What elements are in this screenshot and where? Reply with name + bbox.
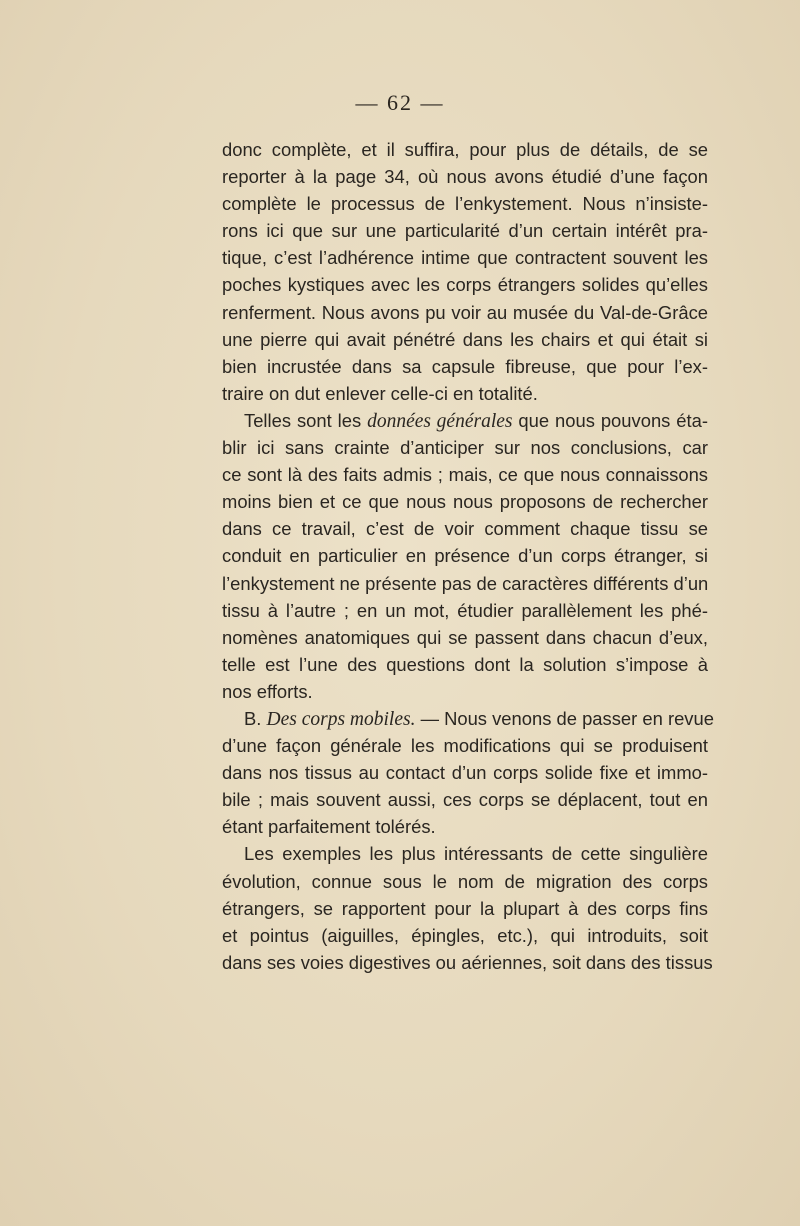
text-line <box>222 488 708 515</box>
text-segment: Telles sont les <box>244 409 368 431</box>
text-segment: blir ici sans crainte d’anticiper sur nos conclusions, car <box>222 437 708 459</box>
text-segment: B. <box>244 707 267 729</box>
text-segment: poches kystiques avec les corps étrangers solides qu’elles <box>222 274 708 296</box>
text-segment: dans ses voies digestives ou aériennes, soit dans des tissus <box>222 951 713 973</box>
text-segment: nomènes anatomiques qui se passent dans chacun d’eux, <box>222 626 708 648</box>
page-number: — 62 — <box>355 90 445 115</box>
text-line <box>222 542 708 569</box>
text-segment: telle est l’une des questions dont la solution s’impose à <box>222 653 708 675</box>
text-segment: Les exemples les plus intéressants de cette singulière <box>244 843 708 865</box>
text-segment: dans nos tissus au contact d’un corps solide fixe et immo- <box>222 762 708 784</box>
text-segment: ce sont là des faits admis ; mais, ce que nous connaissons <box>222 464 708 486</box>
body-text <box>222 136 714 976</box>
text-segment: l’enkystement ne présente pas de caractères différents d’un <box>222 572 709 594</box>
text-line <box>222 407 708 434</box>
text-segment: conduit en particulier en présence d’un corps étranger, si <box>222 545 708 567</box>
text-line <box>222 895 708 922</box>
text-segment: moins bien et ce que nous nous proposons de rechercher <box>222 491 708 513</box>
text-line <box>222 163 708 190</box>
text-line <box>222 217 708 244</box>
text-line <box>222 840 708 867</box>
text-segment: tissu à l’autre ; en un mot, étudier parallèlement les phé- <box>222 599 708 621</box>
text-segment: tique, c’est l’adhérence intime que contractent souvent les <box>222 247 708 269</box>
text-line <box>222 570 708 597</box>
text-line <box>222 732 708 759</box>
text-segment: rons ici que sur une particularité d’un certain intérêt pra- <box>222 220 708 242</box>
text-line <box>222 434 708 461</box>
text-segment: dans ce travail, c’est de voir comment chaque tissu se <box>222 518 708 540</box>
text-segment: donc complète, et il suffira, pour plus de détails, de se <box>222 139 708 160</box>
text-line <box>222 597 708 624</box>
text-line <box>222 353 708 380</box>
text-line <box>222 759 708 786</box>
text-line <box>222 461 708 488</box>
text-line <box>222 949 713 976</box>
text-segment: évolution, connue sous le nom de migration des corps <box>222 870 708 892</box>
text-line <box>222 190 708 217</box>
text-line <box>222 922 708 949</box>
text-line <box>222 705 714 732</box>
text-segment: — Nous venons de passer en revue <box>415 707 714 729</box>
italic-phrase: données générales <box>367 410 513 432</box>
text-segment: et pointus (aiguilles, épingles, etc.), qui introduits, soit <box>222 924 708 946</box>
text-segment: nos efforts. <box>222 680 313 702</box>
text-line <box>222 299 708 326</box>
text-line <box>222 515 708 542</box>
text-line <box>222 136 708 163</box>
text-segment: une pierre qui avait pénétré dans les chairs et qui était si <box>222 328 708 350</box>
text-line <box>222 271 708 298</box>
text-line <box>222 813 708 840</box>
text-line <box>222 786 708 813</box>
text-segment: traire on dut enlever celle-ci en totalité. <box>222 382 538 404</box>
text-line <box>222 651 708 678</box>
text-segment: reporter à la page 34, où nous avons étudié d’une façon <box>222 166 708 188</box>
text-segment: bile ; mais souvent aussi, ces corps se déplacent, tout en <box>222 789 708 811</box>
text-line <box>222 678 708 705</box>
italic-phrase: Des corps mobiles. <box>266 708 416 730</box>
text-line <box>222 868 708 895</box>
text-segment: que nous pouvons éta- <box>512 409 708 431</box>
text-segment: renferment. Nous avons pu voir au musée du Val-de-Grâce <box>222 301 708 323</box>
text-segment: étrangers, se rapportent pour la plupart à des corps fins <box>222 897 708 919</box>
text-segment: bien incrustée dans sa capsule fibreuse, que pour l’ex- <box>222 355 708 377</box>
text-segment: étant parfaitement tolérés. <box>222 816 436 838</box>
text-line <box>222 244 708 271</box>
text-line <box>222 624 708 651</box>
text-line <box>222 326 708 353</box>
text-segment: complète le processus de l’enkystement. Nous n’insiste- <box>222 193 708 215</box>
text-segment: d’une façon générale les modifications qui se produisent <box>222 735 708 757</box>
text-line <box>222 380 708 407</box>
